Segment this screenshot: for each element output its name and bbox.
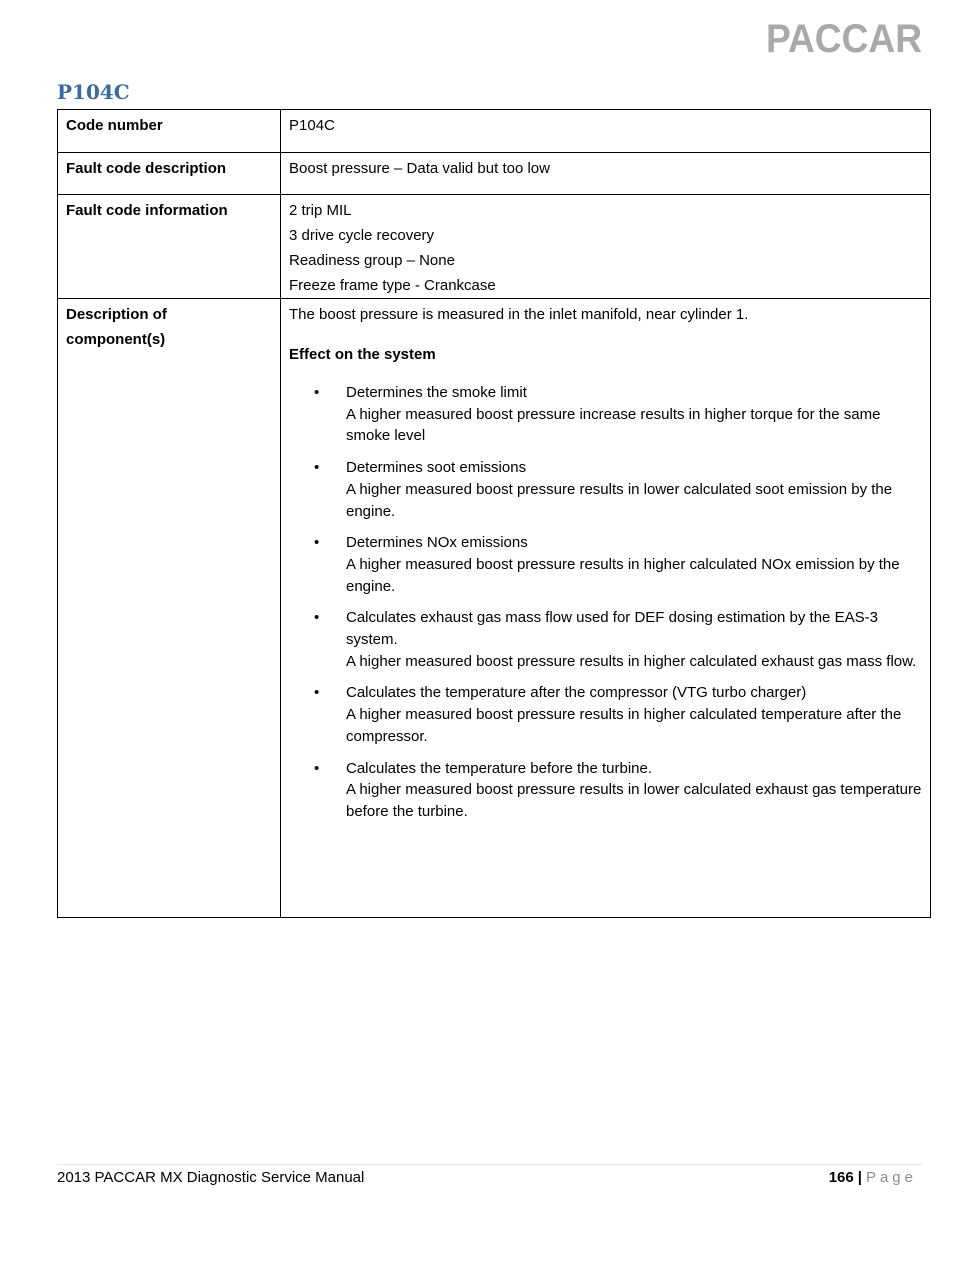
footer-separator: | — [857, 1169, 862, 1186]
footer-page-indicator — [829, 1168, 917, 1188]
effect-head: Determines soot emissions — [346, 459, 527, 477]
code-number-row — [58, 110, 931, 153]
fault-information-line: Readiness group – None — [289, 252, 455, 269]
fault-information-line: Freeze frame type - Crankcase — [289, 277, 496, 294]
effect-head: Calculates exhaust gas mass flow used for DEF dosing estimation by the EAS-3 system. — [346, 609, 878, 649]
page-number: 166 — [828, 1169, 854, 1186]
code-number-label: Code number — [58, 110, 281, 153]
fault-information-value — [281, 195, 931, 299]
fault-description-label: Fault code description — [58, 153, 281, 195]
effect-detail: A higher measured boost pressure results in lower calculated soot emission by the engine. — [346, 480, 893, 520]
component-intro: The boost pressure is measured in the inlet manifold, near cylinder 1. — [289, 306, 749, 323]
component-description-row — [58, 299, 931, 918]
bullet-icon: • — [314, 609, 320, 627]
effect-head: Calculates the temperature after the compressor (VTG turbo charger) — [346, 684, 807, 702]
fault-description-row — [58, 153, 931, 195]
list-item — [289, 532, 922, 597]
list-item — [289, 682, 922, 747]
bullet-icon: • — [314, 384, 320, 401]
list-item — [289, 758, 922, 823]
bullet-icon: • — [314, 459, 320, 477]
fault-code-table — [57, 109, 931, 918]
component-description-value — [281, 299, 931, 918]
component-description-label: Description of component(s) — [58, 299, 281, 918]
fault-information-line: 2 trip MIL — [289, 202, 352, 219]
list-item — [289, 607, 922, 672]
svg-text:PACCAR: PACCAR — [766, 18, 923, 58]
footer-divider — [57, 1164, 923, 1165]
fault-information-row — [58, 195, 931, 299]
paccar-logo — [766, 18, 924, 58]
effect-head: Calculates the temperature before the turbine. — [346, 759, 653, 777]
effect-detail: A higher measured boost pressure results in higher calculated exhaust gas mass flow. — [346, 652, 917, 670]
effect-detail: A higher measured boost pressure results in lower calculated exhaust gas temperature before the turbine. — [346, 781, 922, 820]
list-item — [289, 457, 922, 522]
fault-information-label: Fault code information — [58, 195, 281, 299]
footer-manual-title: 2013 PACCAR MX Diagnostic Service Manual — [57, 1169, 365, 1186]
effect-heading: Effect on the system — [289, 346, 436, 363]
page-title: P104C — [57, 80, 130, 104]
bullet-icon: • — [314, 759, 320, 777]
code-number-value: P104C — [281, 110, 931, 153]
effect-head: Determines the smoke limit — [346, 384, 527, 401]
fault-description-value: Boost pressure – Data valid but too low — [281, 153, 931, 195]
list-item — [289, 382, 922, 447]
effect-detail: A higher measured boost pressure increase results in higher torque for the same smoke level — [346, 405, 881, 445]
page-word: Page — [865, 1169, 917, 1186]
bullet-icon: • — [314, 684, 320, 702]
effect-detail: A higher measured boost pressure results in higher calculated temperature after the compressor. — [346, 706, 902, 745]
effect-detail: A higher measured boost pressure results in higher calculated NOx emission by the engine. — [346, 555, 900, 595]
bullet-icon: • — [314, 534, 320, 552]
effect-head: Determines NOx emissions — [346, 534, 528, 552]
fault-information-line: 3 drive cycle recovery — [289, 227, 435, 244]
effects-list — [289, 382, 922, 823]
